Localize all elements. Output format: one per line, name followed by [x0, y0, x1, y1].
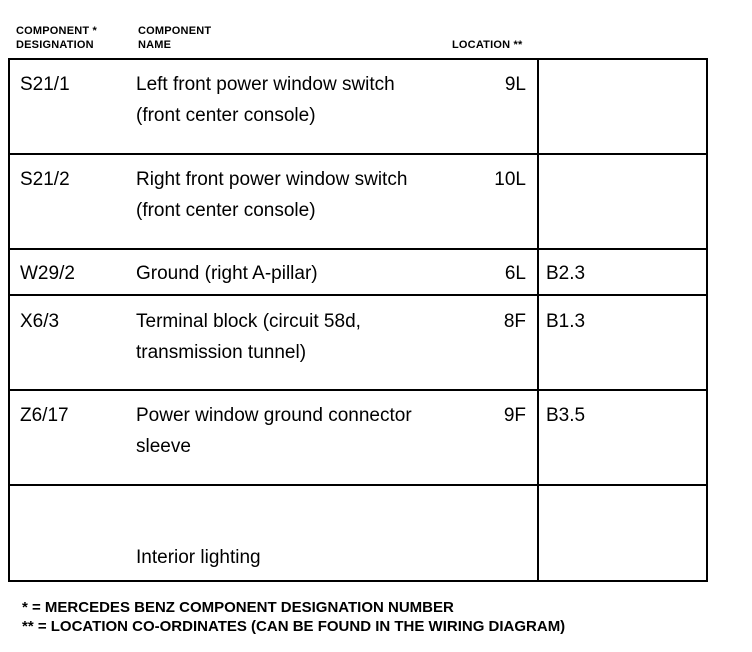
header-name: [138, 24, 211, 52]
cell-name-line1: Left front power window switch: [136, 74, 395, 95]
cell-name-line1: Terminal block (circuit 58d,: [136, 311, 361, 332]
cell-coordinates: B2.3: [546, 263, 586, 284]
cell-designation: Z6/17: [20, 405, 69, 426]
component-table: [8, 58, 708, 582]
cell-name-line1: Power window ground connector: [136, 405, 412, 426]
header-designation: [16, 24, 97, 52]
header-name-line1: COMPONENT: [138, 25, 212, 37]
cell-name-line2: sleeve: [136, 436, 191, 457]
cell-location: 8F: [503, 311, 526, 332]
header-location: LOCATION **: [452, 39, 523, 51]
row-divider: [10, 248, 706, 250]
cell-location: 6L: [504, 263, 526, 284]
footnote-designation: * = MERCEDES BENZ COMPONENT DESIGNATION NUMBER: [22, 599, 454, 616]
header-name-line2: NAME: [138, 39, 172, 51]
cell-name-line1: Ground (right A-pillar): [136, 263, 318, 284]
header-designation-line2: DESIGNATION: [16, 39, 94, 51]
header-designation-line1: COMPONENT *: [16, 25, 98, 37]
cell-designation: X6/3: [20, 311, 60, 332]
cell-designation: S21/1: [20, 74, 70, 95]
cell-location: 10L: [494, 169, 526, 190]
footnotes: [22, 598, 565, 636]
cell-designation: S21/2: [20, 169, 70, 190]
cell-name-line2: (front center console): [136, 105, 316, 126]
cell-location: 9L: [504, 74, 526, 95]
column-divider: [537, 60, 539, 580]
row-divider: [10, 389, 706, 391]
cell-name-line2: transmission tunnel): [136, 342, 307, 363]
row-divider: [10, 294, 706, 296]
cell-coordinates: B3.5: [546, 405, 586, 426]
footnote-location: ** = LOCATION CO-ORDINATES (CAN BE FOUND IN THE WIRING DIAGRAM): [22, 618, 566, 635]
cell-name-line1: Right front power window switch: [136, 169, 408, 190]
row-divider: [10, 484, 706, 486]
row-divider: [10, 153, 706, 155]
cell-name-line1: Interior lighting: [136, 547, 261, 568]
cell-location: 9F: [503, 405, 526, 426]
cell-name-line2: (front center console): [136, 200, 316, 221]
cell-coordinates: B1.3: [546, 311, 586, 332]
cell-designation: W29/2: [20, 263, 75, 284]
